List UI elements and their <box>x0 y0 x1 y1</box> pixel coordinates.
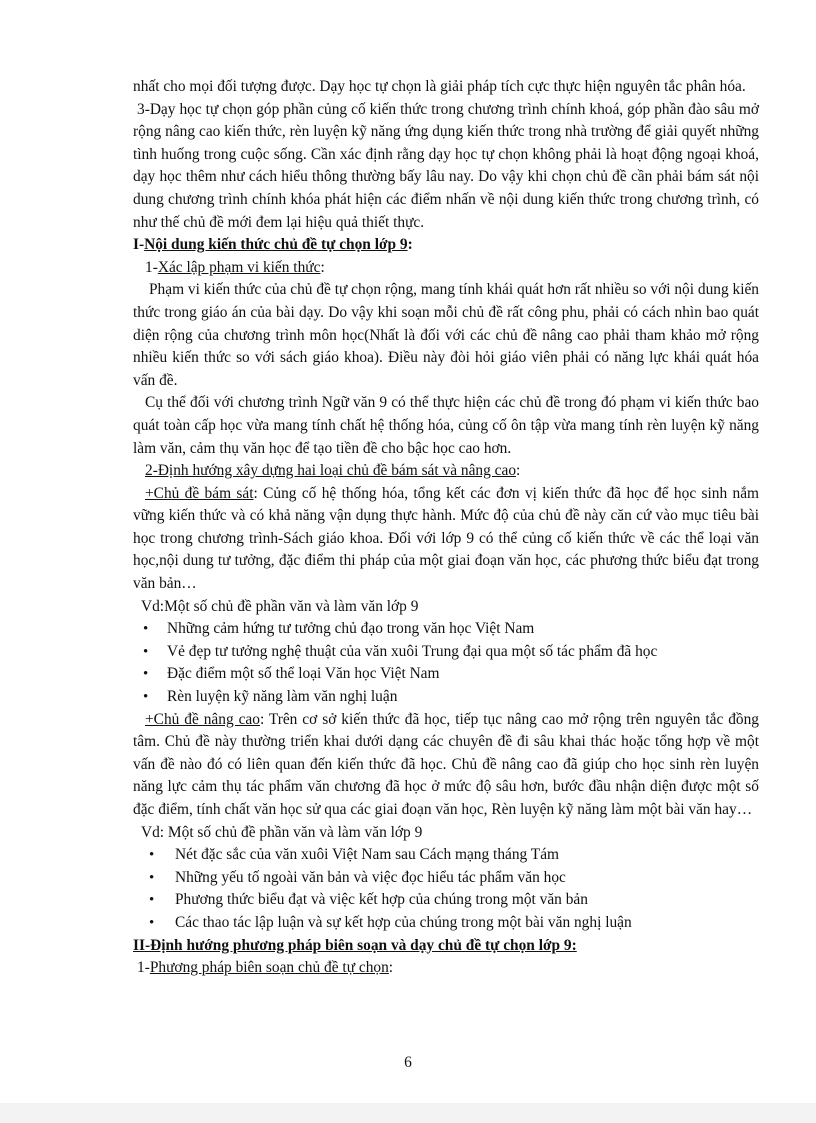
subheading-3-prefix: 1- <box>137 959 150 977</box>
subheading-2 <box>133 460 759 483</box>
paragraph-6-rest: : Trên cơ sở kiến thức đã học, tiếp tục nâng cao mở rộng trên nguyên tắc đồng tâm. Chủ đề này thường triển khai dưới dạng các chuyên đề đi sâu khai thác hoặc tổng hợp về một vấn đề nào đó có liên quan đến kiến thức đã học. Chủ đề nâng cao đã giúp cho học sinh rèn luyện năng lực cảm thụ tác phẩm văn chương đã học ở mức độ sâu hơn, bước đầu nhận diện được một số đặc điểm, tính chất văn học sử qua các giai đoạn văn học, Rèn luyện kỹ năng làm một bài văn hay… <box>133 710 760 818</box>
subheading-1 <box>133 257 759 280</box>
subheading-1-prefix: 1- <box>145 258 158 276</box>
paragraph-1: nhất cho mọi đối tượng được. Dạy học tự chọn là giải pháp tích cực thực hiện nguyên tắc phân hóa. <box>133 78 746 95</box>
section-heading-1-text: Nội dung kiến thức chủ đề tự chọn lớp 9 <box>144 236 408 254</box>
section-heading-2 <box>133 935 759 958</box>
list-2 <box>133 844 759 934</box>
subheading-3 <box>133 957 759 980</box>
list-2-item: • Phương thức biểu đạt và việc kết hợp của chúng trong một văn bản <box>133 889 759 912</box>
section-heading-2-text: II-Định hướng phương pháp biên soạn và dạy chủ đề tự chọn lớp 9: <box>133 936 577 954</box>
subheading-1-suffix: : <box>320 258 325 276</box>
subheading-2-suffix: : <box>516 462 521 480</box>
page-content <box>133 76 759 980</box>
paragraph-3: Phạm vi kiến thức của chủ đề tự chọn rộng, mang tính khái quát hơn rất nhiều so với nội dung kiến thức trong giáo án của bài dạy. Do vậy khi soạn mỗi chủ đề rất công phu, phải có cách nhìn bao quát diện rộng của chương trình môn học(Nhất là đối với các chủ đề nâng cao phải tham khảo mở rộng nhiều kiến thức so với sách giáo khoa). Điều này đòi hỏi giáo viên phải có năng lực khái quát hóa vấn đề. <box>133 281 759 389</box>
subheading-2-text: 2-Định hướng xây dựng hai loại chủ đề bám sát và nâng cao <box>145 462 517 480</box>
list-1-label: Vd:Một số chủ đề phần văn và làm văn lớp 9 <box>141 597 419 615</box>
list-1 <box>133 618 759 708</box>
paragraph-4: Cụ thể đối với chương trình Ngữ văn 9 có thể thực hiện các chủ đề trong đó phạm vi kiến thức bao quát toàn cấp học vừa mang tính chất hệ thống hóa, củng cố ôn tập vừa mang tính rèn luyện kỹ năng làm văn, cảm thụ văn học để tạo tiền đề cho bậc học cao hơn. <box>133 394 759 457</box>
list-1-item: • Đặc điểm một số thể loại Văn học Việt Nam <box>133 663 759 686</box>
list-2-item: • Các thao tác lập luận và sự kết hợp của chúng trong một bài văn nghị luận <box>133 912 759 935</box>
page-bottom-edge <box>0 1103 816 1123</box>
subheading-1-text: Xác lập phạm vi kiến thức <box>157 258 321 276</box>
paragraph-2: 3-Dạy học tự chọn góp phần củng cố kiến thức trong chương trình chính khoá, góp phần đào sâu mở rộng nâng cao kiến thức, rèn luyện kỹ năng ứng dụng kiến thức trong nhà trường để giải quyết những tình huống trong cuộc sống. Cần xác định rằng dạy học tự chọn không phải là hoạt động ngoại khoá, dạy học thêm như cách hiểu thông thường bấy lâu nay. Do vậy khi chọn chủ đề cần phải bám sát nội dung chương trình chính khóa phát hiện các điểm nhấn về nội dung kiến thức trong chương trình, có như thế chủ đề mới đem lại hiệu quả thiết thực. <box>133 100 759 231</box>
paragraph-6-lead: +Chủ đề nâng cao <box>145 710 260 728</box>
list-2-label: Vd: Một số chủ đề phần văn và làm văn lớp 9 <box>141 823 423 841</box>
section-heading-1 <box>133 234 759 257</box>
paragraph-6 <box>133 709 759 822</box>
subheading-3-text: Phương pháp biên soạn chủ đề tự chọn <box>149 959 389 977</box>
list-2-item: • Nét đặc sắc của văn xuôi Việt Nam sau Cách mạng tháng Tám <box>133 844 759 867</box>
list-1-item: • Vẻ đẹp tư tưởng nghệ thuật của văn xuôi Trung đại qua một số tác phẩm đã học <box>133 641 759 664</box>
paragraph-5-lead: +Chủ đề bám sát <box>145 484 254 502</box>
list-2-item: • Những yếu tố ngoài văn bản và việc đọc hiểu tác phẩm văn học <box>133 867 759 890</box>
page-number: 6 <box>404 1054 412 1071</box>
paragraph-5 <box>133 483 759 596</box>
subheading-3-suffix: : <box>388 959 394 977</box>
list-1-item: • Những cảm hứng tư tưởng chủ đạo trong văn học Việt Nam <box>133 618 759 641</box>
section-heading-1-prefix: I- <box>133 236 145 254</box>
list-1-item: • Rèn luyện kỹ năng làm văn nghị luận <box>133 686 759 709</box>
section-heading-1-suffix: : <box>407 236 413 254</box>
paragraph-5-rest: : Củng cố hệ thống hóa, tổng kết các đơn vị kiến thức đã học để học sinh nắm vững kiến thức và có khả năng vận dụng thực hành. Mức độ của chủ đề này căn cứ vào mục tiêu bài học trong chương trình-Sách giáo khoa. Đối với lớp 9 có thể củng cố kiến thức về các thể loại văn học,nội dung tư tưởng, đặc điểm thi pháp của một giai đoạn văn học, các phương thức biểu đạt trong văn bản… <box>133 484 760 593</box>
